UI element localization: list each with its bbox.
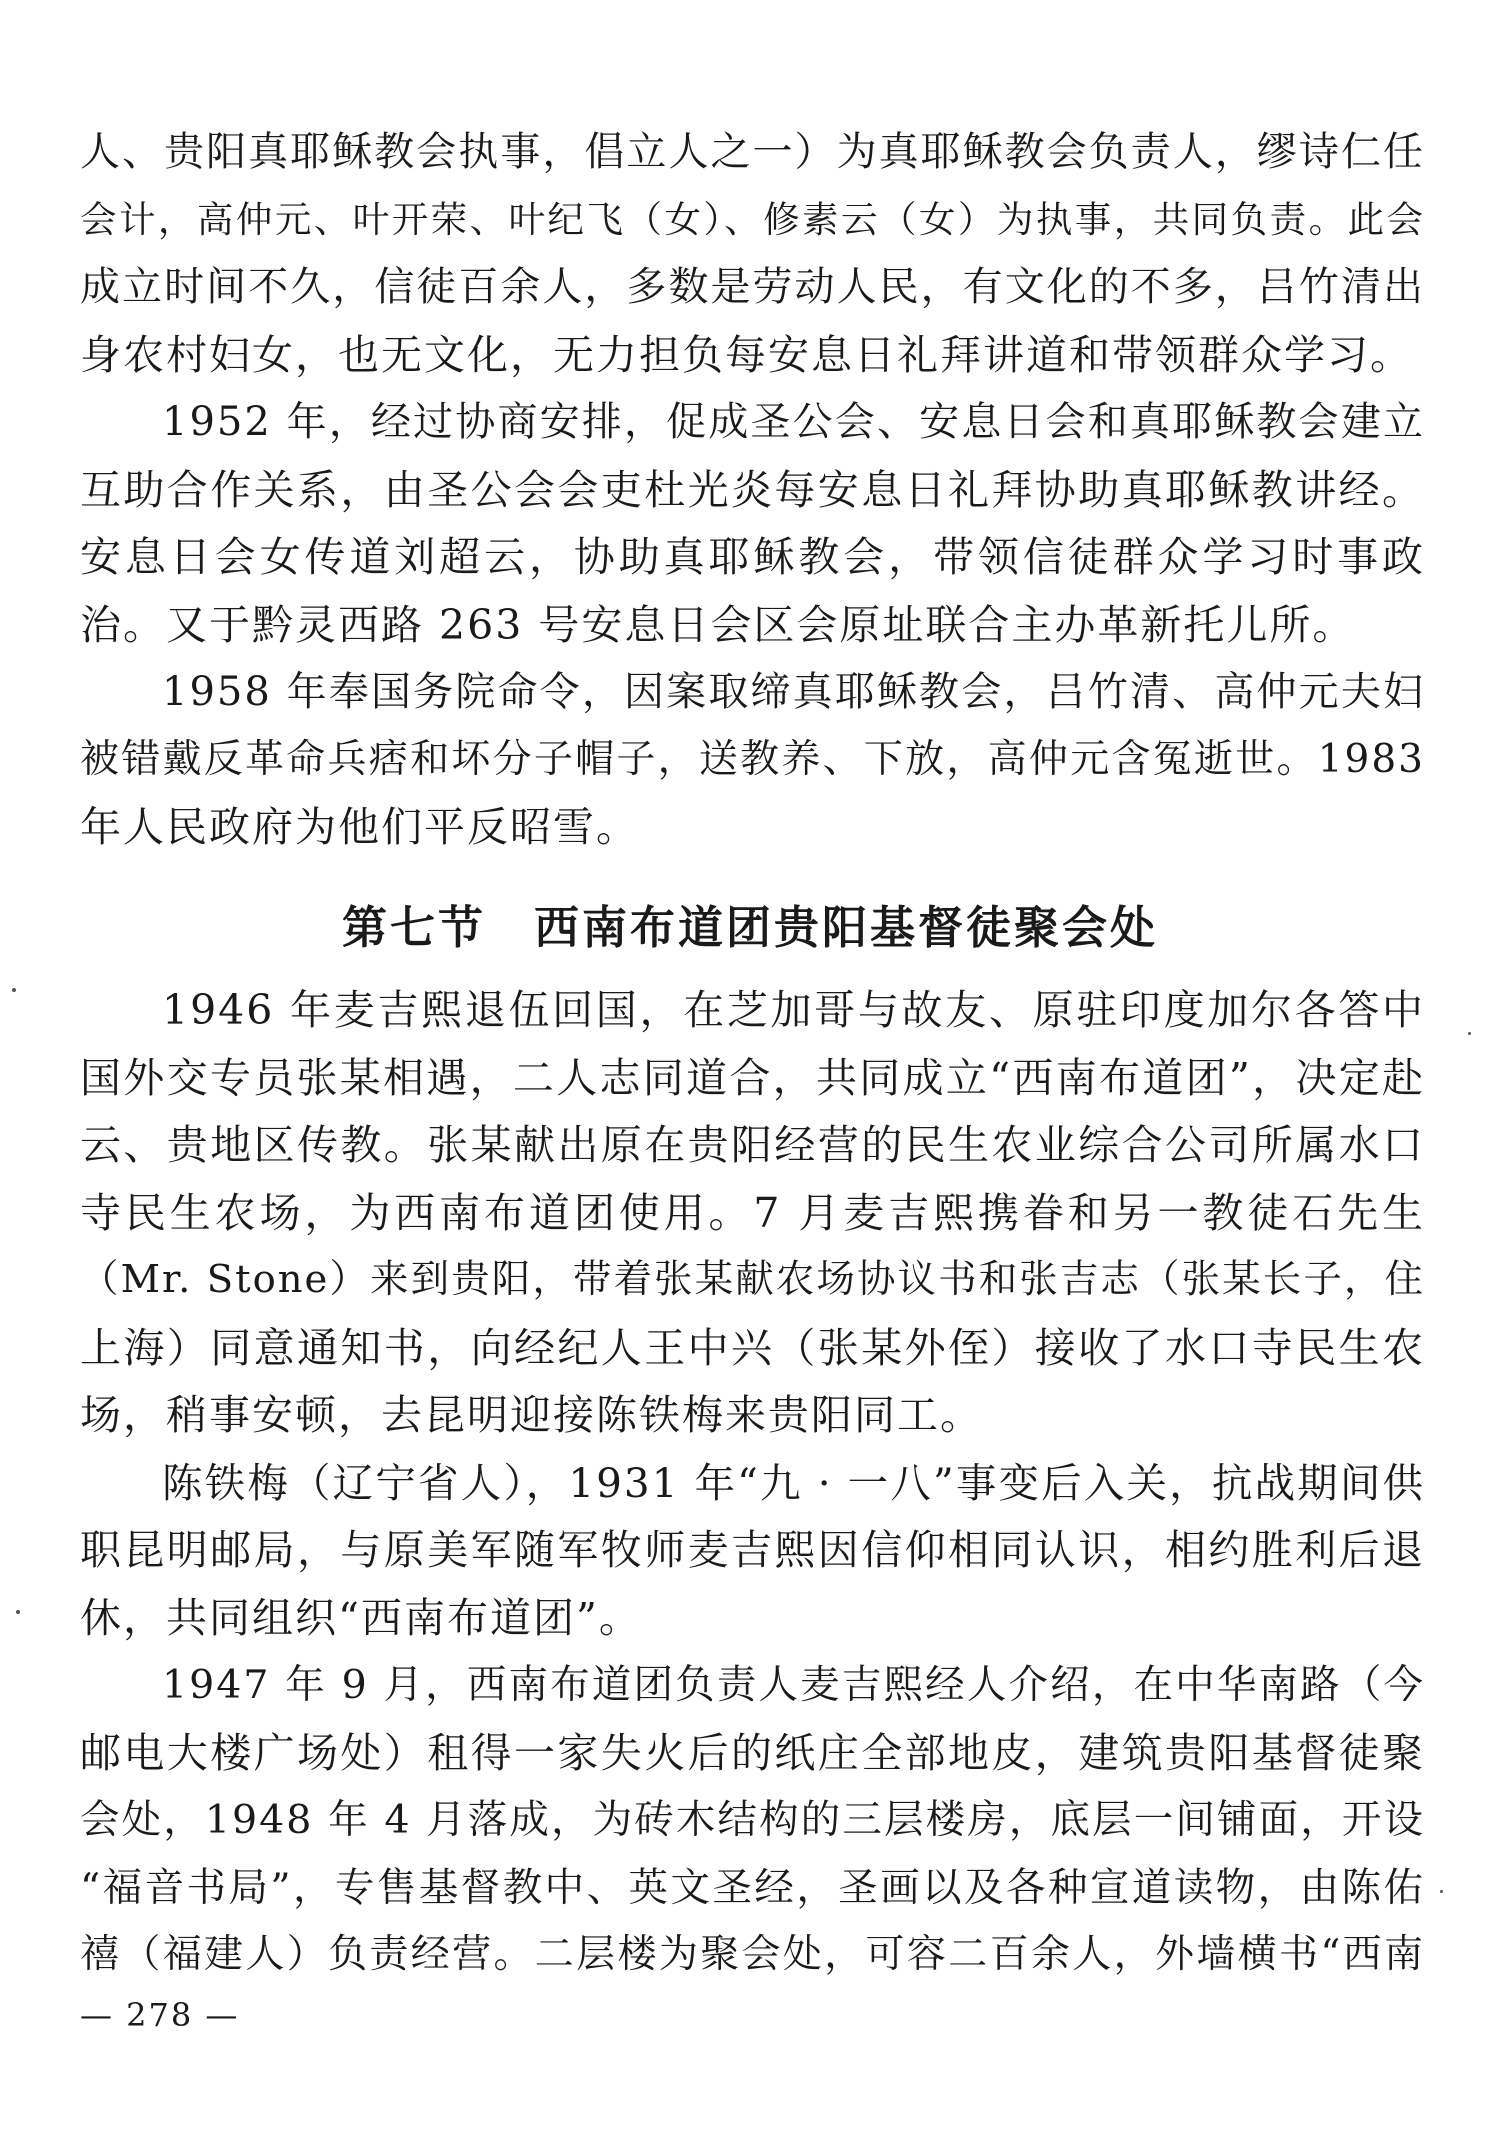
text-line: 禧（福建人）负责经营。二层楼为聚会处，可容二百余人，外墙横书“西南 [80, 1932, 1425, 1977]
scan-speck [1440, 1890, 1443, 1893]
text-line: 人、贵阳真耶稣教会执事，倡立人之一）为真耶稣教会负责人，缪诗仁任 [80, 129, 1425, 175]
text-line: 被错戴反革命兵痞和坏分子帽子，送教养、下放，高仲元含冤逝世。1983 [80, 736, 1425, 782]
text-line: 上海）同意通知书，向经纪人王中兴（张某外侄）接收了水口寺民生农 [80, 1323, 1425, 1372]
section-heading: 第七节 西南布道团贵阳基督徒聚会处 [341, 901, 1158, 954]
paragraph-first-line: 1952 年，经过协商安排，促成圣公会、安息日会和真耶稣教会建立 [162, 399, 1425, 445]
text-line: 休，共同组织“西南布道团”。 [80, 1593, 642, 1642]
scan-speck [16, 1610, 20, 1614]
text-line: （Mr. Stone）来到贵阳，带着张某献农场协议书和张吉志（张某长子，住 [80, 1257, 1425, 1302]
text-line: 治。又于黔灵西路 263 号安息日会区会原址联合主办革新托儿所。 [80, 600, 1356, 649]
text-line: 互助合作关系，由圣公会会吏杜光炎每安息日礼拜协助真耶稣教讲经。 [80, 465, 1425, 514]
page-number: — 278 — [80, 1995, 240, 2034]
text-line: 职昆明邮局，与原美军随军牧师麦吉熙因信仰相同认识，相约胜利后退 [80, 1526, 1425, 1574]
paragraph-first-line: 陈铁梅（辽宁省人），1931 年“九 · 一八”事变后入关，抗战期间供 [162, 1458, 1425, 1507]
text-line: 会计，高仲元、叶开荣、叶纪飞（女）、修素云（女）为执事，共同负责。此会 [80, 197, 1425, 241]
text-line: 寺民生农场，为西南布道团使用。7 月麦吉熙携眷和另一教徒石先生 [80, 1188, 1425, 1237]
text-line: 成立时间不久，信徒百余人，多数是劳动人民，有文化的不多，吕竹清出 [80, 264, 1425, 310]
paragraph-first-line: 1947 年 9 月，西南布道团负责人麦吉熙经人介绍，在中华南路（今 [162, 1662, 1425, 1708]
scan-speck [12, 988, 16, 992]
scan-speck [1468, 1032, 1471, 1035]
text-line: 国外交专员张某相遇，二人志同道合，共同成立“西南布道团”，决定赴 [80, 1053, 1425, 1102]
text-line: 身农村妇女，也无文化，无力担负每安息日礼拜讲道和带领群众学习。 [80, 330, 1413, 379]
text-line: 年人民政府为他们平反昭雪。 [80, 803, 639, 851]
text-line: 场，稍事安顿，去昆明迎接陈铁梅来贵阳同工。 [80, 1391, 983, 1439]
text-line: 云、贵地区传教。张某献出原在贵阳经营的民生农业综合公司所属水口 [80, 1121, 1425, 1169]
paragraph-first-line: 1958 年奉国务院命令，因案取缔真耶稣教会，吕竹清、高仲元夫妇 [162, 669, 1425, 715]
text-line: “福音书局”，专售基督教中、英文圣经，圣画以及各种宣道读物，由陈佑 [80, 1864, 1425, 1911]
paragraph-first-line: 1946 年麦吉熙退伍回国，在芝加哥与故友、原驻印度加尔各答中 [162, 986, 1425, 1034]
text-line: 安息日会女传道刘超云，协助真耶稣教会，带领信徒群众学习时事政 [80, 533, 1425, 581]
text-line: 邮电大楼广场处）租得一家失火后的纸庄全部地皮，建筑贵阳基督徒聚 [80, 1728, 1425, 1777]
text-line: 会处，1948 年 4 月落成，为砖木结构的三层楼房，底层一间铺面，开设 [80, 1797, 1425, 1843]
